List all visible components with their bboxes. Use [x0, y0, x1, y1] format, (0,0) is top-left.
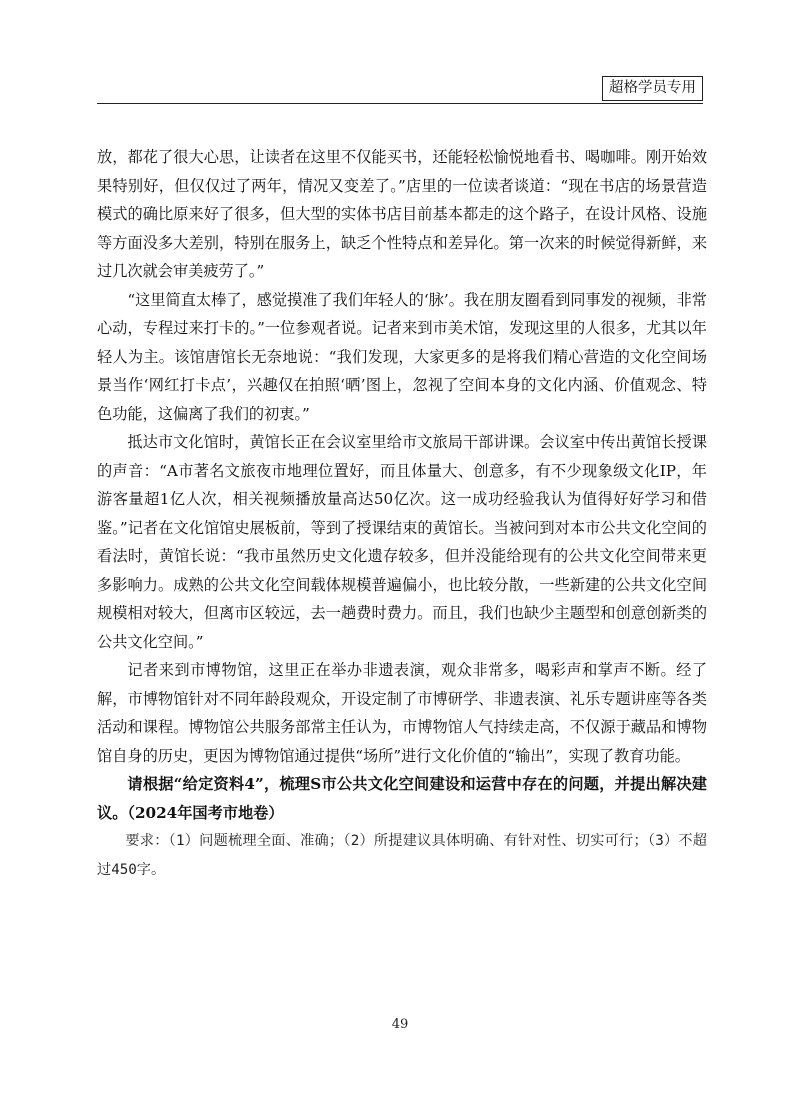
document-body — [97, 143, 707, 884]
header-rule — [97, 103, 703, 104]
page-number: 49 — [391, 1017, 409, 1032]
exam-question: 请根据“给定资料4”，梳理S市公共文化空间建设和运营中存在的问题，并提出解决建议。（2024年国考市地卷） — [97, 775, 707, 822]
answer-requirements: 要求：（1）问题梳理全面、准确；（2）所提建议具体明确、有针对性、切实可行；（3）不超过450字。 — [97, 833, 707, 878]
paragraph-4: 记者来到市博物馆，这里正在举办非遗表演，观众非常多，喝彩声和掌声不断。经了解，市博物馆针对不同年龄段观众，开设定制了市博研学、非遗表演、礼乐专题讲座等各类活动和课程。博物馆公共服务部常主任认为，市博物馆人气持续走高，不仅源于藏品和博物馆自身的历史，更因为博物馆通过提供“场所”进行文化价值的“输出”，实现了教育功能。 — [97, 661, 707, 765]
paragraph-2: “这里简直太棒了，感觉摸准了我们年轻人的‘脉’。我在朋友圈看到同事发的视频，非常心动，专程过来打卡的。”一位参观者说。记者来到市美术馆，发现这里的人很多，尤其以年轻人为主。该馆唐馆长无奈地说：“我们发现，大家更多的是将我们精心营造的文化空间场景当作‘网红打卡点’，兴趣仅在拍照‘晒’图上，忽视了空间本身的文化内涵、价值观念、特色功能，这偏离了我们的初衷。” — [97, 290, 707, 423]
paragraph-3: 抵达市文化馆时，黄馆长正在会议室里给市文旅局干部讲课。会议室中传出黄馆长授课的声音：“A市著名文旅夜市地理位置好，而且体量大、创意多，有不少现象级文化IP，年游客量超1亿人次，相关视频播放量高达50亿次。这一成功经验我认为值得好好学习和借鉴。”记者在文化馆馆史展板前，等到了授课结束的黄馆长。当被问到对本市公共文化空间的看法时，黄馆长说：“我市虽然历史文化遗存较多，但并没能给现有的公共文化空间带来更多影响力。成熟的公共文化空间载体规模普遍偏小，也比较分散，一些新建的公共文化空间规模相对较大，但离市区较远，去一趟费时费力。而且，我们也缺少主题型和创意创新类的公共文化空间。” — [97, 433, 707, 651]
header-badge: 超格学员专用 — [602, 76, 703, 101]
paragraph-1: 放，都花了很大心思，让读者在这里不仅能买书，还能轻松愉悦地看书、喝咖啡。刚开始效果特别好，但仅仅过了两年，情况又变差了。”店里的一位读者谈道：“现在书店的场景营造模式的确比原来好了很多，但大型的实体书店目前基本都走的这个路子，在设计风格、设施等方面没多大差别，特别在服务上，缺乏个性特点和差异化。第一次来的时候觉得新鲜，来过几次就会审美疲劳了。” — [97, 148, 707, 280]
